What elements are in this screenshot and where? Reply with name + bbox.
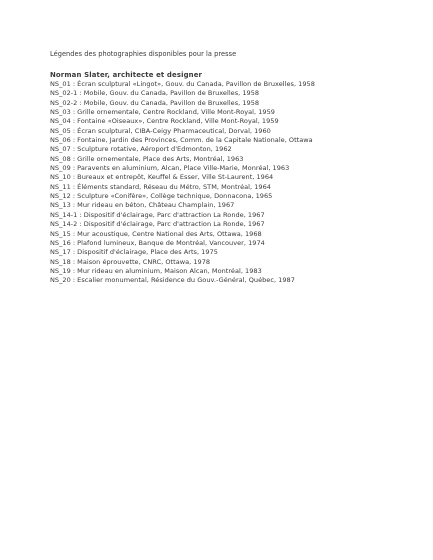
- caption-item: NS_04 : Fontaine «Oiseaux», Centre Rockland, Ville Mont-Royal, 1959: [50, 117, 279, 126]
- caption-item: NS_13 : Mur rideau en béton, Château Champlain, 1967: [50, 201, 235, 210]
- caption-item: NS_01 : Écran sculptural «Lingot», Gouv. du Canada, Pavillon de Bruxelles, 1958: [50, 80, 315, 88]
- caption-item: NS_20 : Escalier monumental, Résidence du Gouv.-Général, Québec, 1987: [50, 276, 295, 285]
- caption-item: NS_11 : Éléments standard, Réseau du Métro, STM, Montréal, 1964: [50, 182, 271, 191]
- intro-line: Légendes des photographies disponibles pour la presse: [50, 50, 237, 58]
- caption-item: NS_06 : Fontaine, Jardin des Provinces, Comm. de la Capitale Nationale, Ottawa: [50, 136, 313, 145]
- caption-item: NS_14-1 : Dispositif d'éclairage, Parc d'attraction La Ronde, 1967: [50, 210, 265, 219]
- caption-item: NS_18 : Maison éprouvette, CNRC, Ottawa, 1978: [50, 257, 211, 266]
- caption-list: [50, 80, 315, 286]
- caption-item: NS_05 : Écran sculptural, CIBA-Ceigy Pharmaceutical, Dorval, 1960: [50, 126, 271, 135]
- caption-item: NS_14-2 : Dispositif d'éclairage, Parc d'attraction La Ronde, 1967: [50, 220, 265, 229]
- caption-item: NS_17 : Dispositif d'éclairage, Place des Arts, 1975: [50, 248, 218, 257]
- caption-item: NS_02-2 : Mobile, Gouv. du Canada, Pavillon de Bruxelles, 1958: [50, 98, 260, 107]
- caption-item: NS_12 : Sculpture «Conifère», Collège technique, Donnacona, 1965: [50, 192, 273, 201]
- caption-item: NS_09 : Paravents en aluminium, Alcan, Place Ville-Marie, Monréal, 1963: [50, 164, 290, 173]
- section-heading: Norman Slater, architecte et designer: [50, 71, 203, 79]
- caption-item: NS_16 : Plafond lumineux, Banque de Montréal, Vancouver, 1974: [50, 238, 265, 247]
- caption-item: NS_15 : Mur acoustique, Centre National des Arts, Ottawa, 1968: [50, 229, 262, 238]
- caption-item: NS_07 : Sculpture rotative, Aéroport d'Edmonton, 1962: [50, 145, 232, 154]
- caption-item: NS_02-1 : Mobile, Gouv. du Canada, Pavillon de Bruxelles, 1958: [50, 89, 260, 98]
- caption-item: NS_19 : Mur rideau en aluminium, Maison Alcan, Montréal, 1983: [50, 266, 262, 275]
- caption-item: NS_03 : Grille ornementale, Centre Rockland, Ville Mont-Royal, 1959: [50, 108, 275, 117]
- caption-item: NS_10 : Bureaux et entrepôt, Keuffel & Esser, Ville St-Laurent, 1964: [50, 173, 274, 182]
- caption-item: NS_08 : Grille ornementale, Place des Arts, Montréal, 1963: [50, 154, 244, 163]
